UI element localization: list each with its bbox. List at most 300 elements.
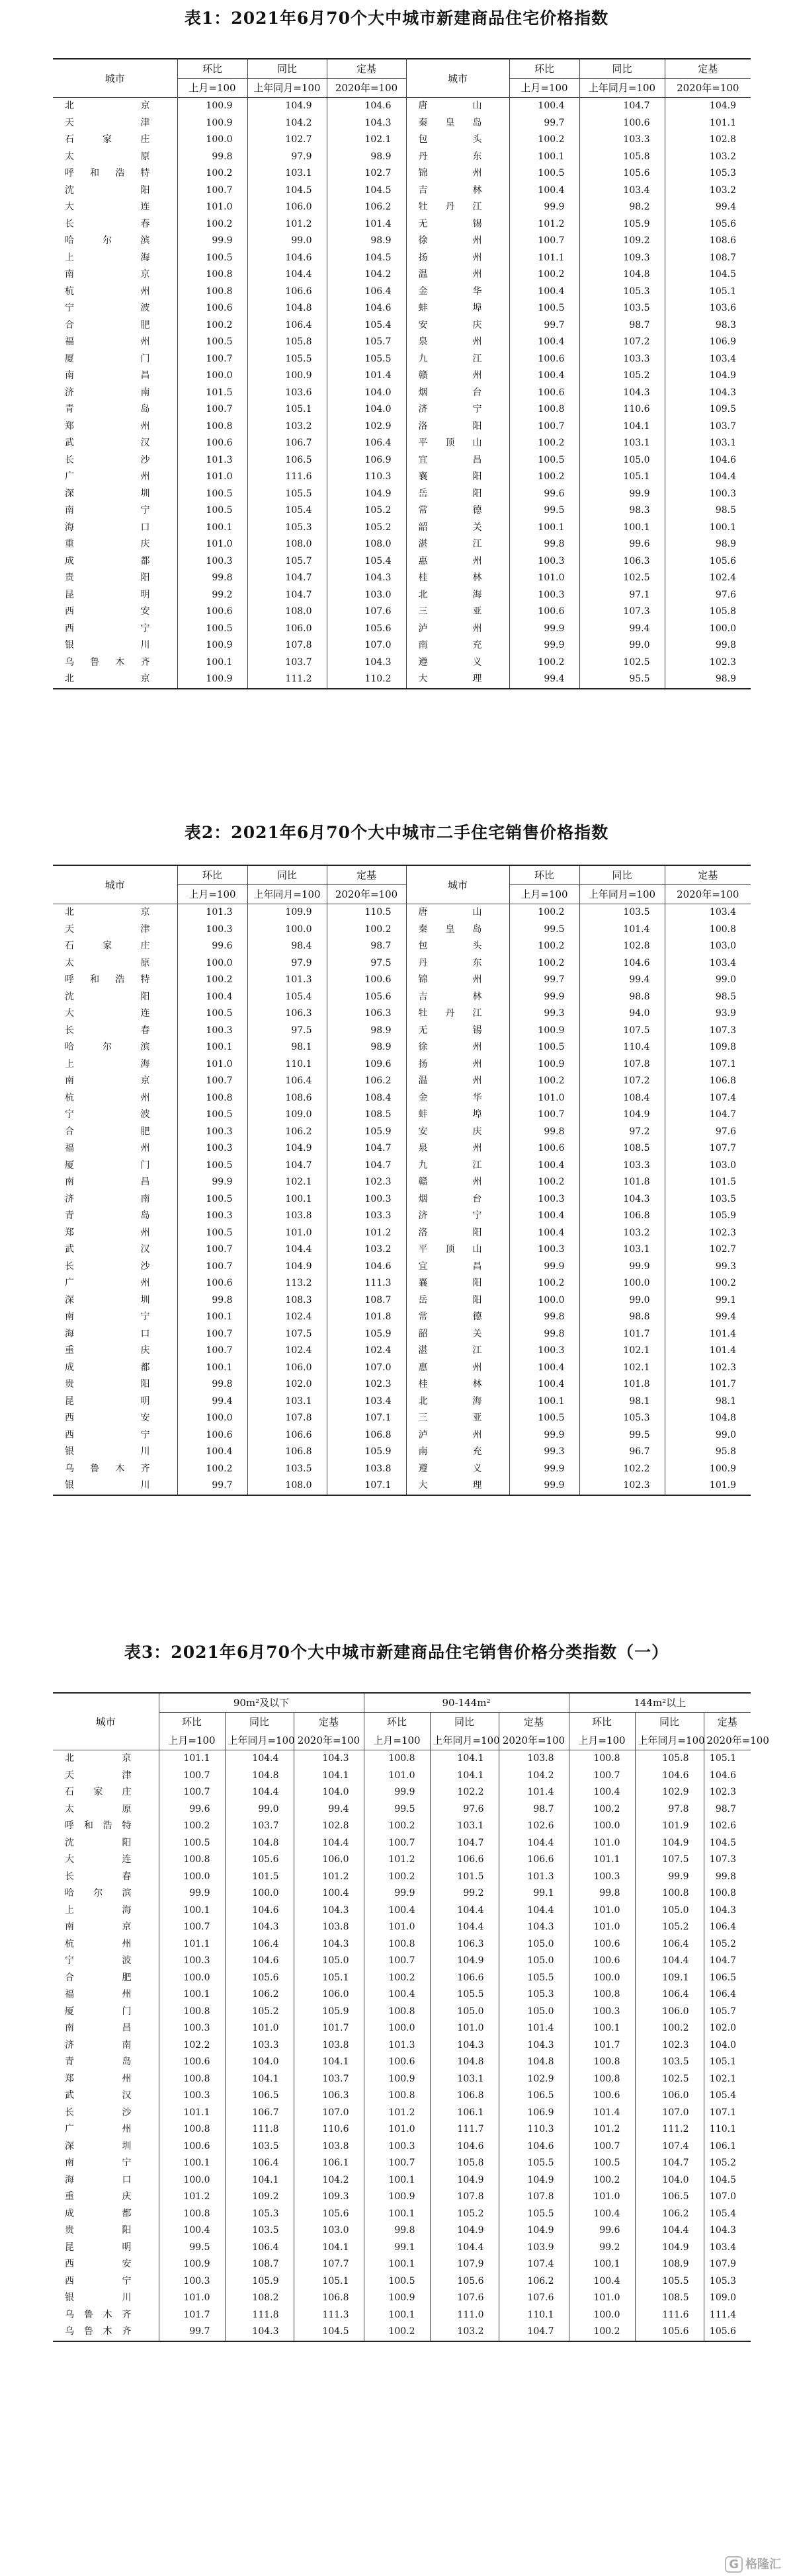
index-value-cell: 104.8 bbox=[499, 2054, 569, 2071]
index-value-cell: 106.4 bbox=[635, 1936, 704, 1953]
city-name-cell: 泉州 bbox=[406, 334, 509, 351]
index-value-cell: 98.9 bbox=[665, 536, 751, 553]
index-value-cell: 100.3 bbox=[177, 1124, 247, 1141]
index-value-cell: 100.6 bbox=[509, 385, 579, 402]
index-value-cell: 100.8 bbox=[159, 2206, 225, 2223]
city-name-cell: 包头 bbox=[406, 132, 509, 149]
index-value-cell: 102.3 bbox=[665, 1360, 751, 1377]
index-value-cell: 109.0 bbox=[247, 1107, 327, 1124]
index-value-cell: 104.6 bbox=[579, 955, 665, 972]
base-header: 定基 bbox=[499, 1713, 569, 1732]
index-value-cell: 103.1 bbox=[579, 435, 665, 452]
city-name-cell: 秦皇岛 bbox=[406, 115, 509, 132]
index-value-cell: 100.3 bbox=[159, 2088, 225, 2105]
index-value-cell: 100.0 bbox=[159, 1970, 225, 1987]
index-value-cell: 103.7 bbox=[665, 418, 751, 436]
index-value-cell: 106.8 bbox=[294, 2290, 364, 2307]
band-mid-header: 90-144m² bbox=[364, 1693, 569, 1713]
mom-basis: 上月=100 bbox=[509, 79, 579, 98]
city-header: 城市 bbox=[406, 865, 509, 904]
index-value-cell: 104.3 bbox=[579, 1191, 665, 1208]
index-value-cell: 105.2 bbox=[579, 368, 665, 385]
index-value-cell: 100.1 bbox=[364, 2206, 430, 2223]
index-value-cell: 105.6 bbox=[635, 2323, 704, 2341]
index-value-cell: 104.9 bbox=[665, 98, 751, 115]
index-value-cell: 107.1 bbox=[665, 1056, 751, 1073]
index-value-cell: 99.2 bbox=[569, 2240, 635, 2257]
index-value-cell: 103.6 bbox=[247, 385, 327, 402]
city-name-cell: 沈阳 bbox=[65, 184, 151, 196]
index-value-cell: 101.7 bbox=[569, 2037, 635, 2054]
index-value-cell: 106.3 bbox=[327, 1005, 406, 1023]
index-value-cell: 100.9 bbox=[177, 671, 247, 689]
index-value-cell: 99.9 bbox=[509, 1427, 579, 1444]
index-value-cell: 99.0 bbox=[665, 972, 751, 989]
index-value-cell: 100.6 bbox=[177, 1275, 247, 1292]
city-name-cell: 济南 bbox=[65, 2039, 132, 2050]
index-value-cell: 104.4 bbox=[499, 1902, 569, 1920]
index-value-cell: 111.6 bbox=[635, 2307, 704, 2324]
index-value-cell: 106.7 bbox=[247, 435, 327, 452]
index-value-cell: 103.0 bbox=[294, 2222, 364, 2240]
index-value-cell: 105.1 bbox=[294, 1970, 364, 1987]
city-name-cell: 贵阳 bbox=[65, 2225, 132, 2236]
index-value-cell: 100.0 bbox=[159, 2172, 225, 2189]
index-value-cell: 102.1 bbox=[704, 2071, 751, 2088]
index-value-cell: 104.9 bbox=[247, 1140, 327, 1157]
city-name-cell: 福州 bbox=[65, 1143, 151, 1153]
index-value-cell: 104.1 bbox=[294, 2054, 364, 2071]
index-value-cell: 100.5 bbox=[177, 1005, 247, 1023]
index-value-cell: 97.8 bbox=[635, 1801, 704, 1818]
table-row bbox=[53, 1023, 751, 1040]
city-name-cell: 无锡 bbox=[406, 216, 509, 233]
index-value-cell: 108.7 bbox=[665, 250, 751, 267]
index-value-cell: 99.1 bbox=[364, 2240, 430, 2257]
city-name-cell: 厦门 bbox=[65, 353, 151, 364]
index-value-cell: 102.4 bbox=[247, 1343, 327, 1360]
city-name-cell: 烟台 bbox=[406, 385, 509, 402]
index-value-cell: 104.0 bbox=[327, 385, 406, 402]
city-name-cell: 洛阳 bbox=[406, 418, 509, 436]
index-value-cell: 100.8 bbox=[364, 1750, 430, 1768]
index-value-cell: 111.8 bbox=[225, 2121, 294, 2138]
index-value-cell: 99.9 bbox=[509, 1461, 579, 1478]
table-row bbox=[53, 1326, 751, 1343]
index-value-cell: 105.7 bbox=[327, 334, 406, 351]
table-row bbox=[53, 1056, 751, 1073]
index-value-cell: 100.6 bbox=[579, 115, 665, 132]
city-name-cell: 哈尔滨 bbox=[65, 1888, 132, 1898]
index-value-cell: 99.9 bbox=[159, 1885, 225, 1902]
city-name-cell: 武汉 bbox=[65, 1244, 151, 1255]
table-row bbox=[53, 1208, 751, 1225]
index-value-cell: 98.9 bbox=[327, 1023, 406, 1040]
city-name-cell: 上海 bbox=[65, 1058, 151, 1070]
index-value-cell: 105.6 bbox=[225, 1970, 294, 1987]
index-value-cell: 104.8 bbox=[225, 1768, 294, 1785]
index-value-cell: 100.5 bbox=[509, 1410, 579, 1427]
index-value-cell: 103.4 bbox=[579, 182, 665, 200]
table-2 bbox=[53, 865, 751, 1496]
index-value-cell: 108.0 bbox=[247, 604, 327, 621]
index-value-cell: 100.9 bbox=[364, 2189, 430, 2206]
index-value-cell: 105.6 bbox=[294, 2206, 364, 2223]
index-value-cell: 103.7 bbox=[225, 1818, 294, 1835]
base-basis: 2020年=100 bbox=[665, 79, 751, 98]
index-value-cell: 107.3 bbox=[579, 604, 665, 621]
index-value-cell: 105.8 bbox=[665, 604, 751, 621]
index-value-cell: 104.9 bbox=[499, 2222, 569, 2240]
index-value-cell: 102.5 bbox=[579, 654, 665, 672]
table-row bbox=[53, 98, 751, 115]
city-name-cell: 扬州 bbox=[406, 1056, 509, 1073]
city-name-cell: 上海 bbox=[65, 1904, 132, 1916]
index-value-cell: 106.6 bbox=[499, 1852, 569, 1869]
index-value-cell: 100.2 bbox=[364, 1970, 430, 1987]
index-value-cell: 102.1 bbox=[579, 1343, 665, 1360]
city-name-cell: 北海 bbox=[406, 587, 509, 604]
mom-basis: 上月=100 bbox=[177, 885, 247, 904]
index-value-cell: 100.0 bbox=[579, 1275, 665, 1292]
index-value-cell: 99.0 bbox=[579, 1292, 665, 1309]
city-name-cell: 西宁 bbox=[65, 623, 151, 634]
table-3-title: 表3：2021年6月70个大中城市新建商品住宅销售价格分类指数（一） bbox=[124, 1643, 669, 1662]
index-value-cell: 105.3 bbox=[665, 165, 751, 182]
index-value-cell: 105.5 bbox=[327, 351, 406, 368]
index-value-cell: 104.5 bbox=[327, 182, 406, 200]
city-name-cell: 贵阳 bbox=[65, 1379, 151, 1389]
index-value-cell: 104.3 bbox=[294, 1936, 364, 1953]
index-value-cell: 104.4 bbox=[247, 1241, 327, 1259]
index-value-cell: 100.4 bbox=[509, 368, 579, 385]
city-name-cell: 金华 bbox=[406, 1090, 509, 1107]
index-value-cell: 110.5 bbox=[327, 904, 406, 921]
index-value-cell: 99.3 bbox=[509, 1444, 579, 1461]
mom-basis: 上月=100 bbox=[569, 1731, 635, 1750]
index-value-cell: 101.1 bbox=[665, 115, 751, 132]
table-row bbox=[53, 452, 751, 469]
city-name-cell: 安庆 bbox=[406, 1124, 509, 1141]
mom-header: 环比 bbox=[509, 865, 579, 885]
index-value-cell: 106.1 bbox=[294, 2155, 364, 2172]
index-value-cell: 99.6 bbox=[159, 1801, 225, 1818]
index-value-cell: 102.7 bbox=[665, 1241, 751, 1259]
city-name-cell: 哈尔滨 bbox=[65, 1042, 151, 1052]
mom-header: 环比 bbox=[177, 865, 247, 885]
index-value-cell: 101.2 bbox=[364, 1852, 430, 1869]
index-value-cell: 97.5 bbox=[327, 955, 406, 972]
index-value-cell: 98.7 bbox=[704, 1801, 751, 1818]
index-value-cell: 102.1 bbox=[247, 1174, 327, 1191]
index-value-cell: 110.6 bbox=[294, 2121, 364, 2138]
table-row bbox=[53, 1360, 751, 1377]
index-value-cell: 104.7 bbox=[327, 1140, 406, 1157]
index-value-cell: 106.8 bbox=[430, 2088, 499, 2105]
city-name-cell: 济南 bbox=[65, 387, 151, 398]
table-row bbox=[53, 1801, 751, 1818]
index-value-cell: 100.2 bbox=[509, 904, 579, 921]
index-value-cell: 104.1 bbox=[225, 2071, 294, 2088]
city-name-cell: 宁波 bbox=[65, 1955, 132, 1966]
index-value-cell: 99.7 bbox=[159, 2323, 225, 2341]
index-value-cell: 100.3 bbox=[364, 2138, 430, 2156]
index-value-cell: 99.4 bbox=[579, 621, 665, 638]
table-row bbox=[53, 637, 751, 654]
index-value-cell: 100.7 bbox=[364, 1835, 430, 1852]
table-row bbox=[53, 182, 751, 200]
index-value-cell: 104.7 bbox=[327, 1157, 406, 1175]
index-value-cell: 104.9 bbox=[247, 98, 327, 115]
index-value-cell: 104.3 bbox=[499, 2037, 569, 2054]
city-name-cell: 济宁 bbox=[406, 1208, 509, 1225]
index-value-cell: 101.5 bbox=[225, 1869, 294, 1886]
index-value-cell: 110.1 bbox=[704, 2121, 751, 2138]
index-value-cell: 105.7 bbox=[704, 2004, 751, 2021]
index-value-cell: 101.0 bbox=[509, 1090, 579, 1107]
city-name-cell: 蚌埠 bbox=[406, 300, 509, 317]
index-value-cell: 99.8 bbox=[509, 1124, 579, 1141]
city-name-cell: 襄阳 bbox=[406, 1275, 509, 1292]
index-value-cell: 105.4 bbox=[704, 2088, 751, 2105]
index-value-cell: 103.5 bbox=[665, 1191, 751, 1208]
index-value-cell: 100.2 bbox=[364, 1818, 430, 1835]
index-value-cell: 107.8 bbox=[247, 1410, 327, 1427]
city-name-cell: 泉州 bbox=[406, 1140, 509, 1157]
index-value-cell: 106.1 bbox=[430, 2105, 499, 2122]
index-value-cell: 99.4 bbox=[509, 671, 579, 689]
table-row bbox=[53, 1259, 751, 1276]
city-name-cell: 洛阳 bbox=[406, 1225, 509, 1242]
index-value-cell: 104.6 bbox=[704, 1768, 751, 1785]
index-value-cell: 100.7 bbox=[177, 1073, 247, 1090]
index-value-cell: 100.3 bbox=[177, 1208, 247, 1225]
table-row bbox=[53, 2037, 751, 2054]
index-value-cell: 106.4 bbox=[635, 1986, 704, 2004]
index-value-cell: 100.2 bbox=[509, 1275, 579, 1292]
city-name-cell: 南充 bbox=[406, 1444, 509, 1461]
index-value-cell: 101.0 bbox=[569, 1835, 635, 1852]
yoy-basis: 上年同月=100 bbox=[579, 79, 665, 98]
city-name-cell: 银川 bbox=[65, 2292, 132, 2303]
city-name-cell: 唐山 bbox=[406, 98, 509, 115]
table-1 bbox=[53, 58, 751, 689]
city-name-cell: 银川 bbox=[53, 1477, 177, 1495]
index-value-cell: 100.5 bbox=[177, 486, 247, 503]
base-header: 定基 bbox=[665, 59, 751, 79]
index-value-cell: 100.4 bbox=[509, 284, 579, 301]
index-value-cell: 104.3 bbox=[327, 115, 406, 132]
city-name-cell: 银川 bbox=[65, 1446, 151, 1457]
city-name-cell: 丹东 bbox=[406, 149, 509, 166]
index-value-cell: 100.3 bbox=[327, 1191, 406, 1208]
index-value-cell: 97.9 bbox=[247, 955, 327, 972]
index-value-cell: 104.3 bbox=[499, 1919, 569, 1936]
index-value-cell: 104.0 bbox=[225, 2054, 294, 2071]
index-value-cell: 100.3 bbox=[509, 1241, 579, 1259]
index-value-cell: 105.2 bbox=[327, 502, 406, 520]
index-value-cell: 104.9 bbox=[430, 1953, 499, 1970]
index-value-cell: 106.4 bbox=[327, 284, 406, 301]
index-value-cell: 105.6 bbox=[665, 553, 751, 570]
table-row bbox=[53, 1818, 751, 1835]
index-value-cell: 100.2 bbox=[509, 132, 579, 149]
index-value-cell: 100.1 bbox=[509, 520, 579, 537]
index-value-cell: 99.4 bbox=[177, 1393, 247, 1411]
index-value-cell: 106.6 bbox=[430, 1970, 499, 1987]
index-value-cell: 101.4 bbox=[499, 1784, 569, 1801]
index-value-cell: 100.2 bbox=[327, 921, 406, 939]
index-value-cell: 101.7 bbox=[159, 2307, 225, 2324]
index-value-cell: 100.4 bbox=[509, 1208, 579, 1225]
index-value-cell: 104.0 bbox=[635, 2172, 704, 2189]
index-value-cell: 106.5 bbox=[635, 2189, 704, 2206]
index-value-cell: 99.2 bbox=[430, 1885, 499, 1902]
band-small-header: 90m²及以下 bbox=[159, 1693, 364, 1713]
index-value-cell: 107.0 bbox=[327, 637, 406, 654]
index-value-cell: 100.6 bbox=[569, 1953, 635, 1970]
index-value-cell: 104.7 bbox=[579, 98, 665, 115]
index-value-cell: 100.3 bbox=[569, 1869, 635, 1886]
index-value-cell: 100.2 bbox=[159, 1818, 225, 1835]
city-name-cell: 湛江 bbox=[406, 1343, 509, 1360]
city-name-cell: 烟台 bbox=[406, 1191, 509, 1208]
index-value-cell: 103.1 bbox=[430, 1818, 499, 1835]
city-name-cell: 北京 bbox=[65, 100, 151, 111]
city-name-cell: 南京 bbox=[65, 1922, 132, 1932]
base-basis: 2020年=100 bbox=[499, 1731, 569, 1750]
index-value-cell: 101.0 bbox=[569, 1902, 635, 1920]
index-value-cell: 100.5 bbox=[177, 621, 247, 638]
index-value-cell: 99.8 bbox=[509, 536, 579, 553]
index-value-cell: 108.0 bbox=[247, 1477, 327, 1495]
index-value-cell: 103.8 bbox=[294, 2138, 364, 2156]
index-value-cell: 106.0 bbox=[635, 2004, 704, 2021]
index-value-cell: 101.4 bbox=[579, 921, 665, 939]
city-name-cell: 广州 bbox=[65, 2124, 132, 2134]
city-name-cell: 重庆 bbox=[65, 1345, 151, 1356]
index-value-cell: 100.6 bbox=[569, 2088, 635, 2105]
index-value-cell: 101.0 bbox=[430, 2020, 499, 2037]
index-value-cell: 100.6 bbox=[509, 351, 579, 368]
index-value-cell: 107.7 bbox=[294, 2256, 364, 2273]
index-value-cell: 100.5 bbox=[177, 250, 247, 267]
index-value-cell: 109.2 bbox=[579, 233, 665, 250]
index-value-cell: 100.3 bbox=[177, 1140, 247, 1157]
index-value-cell: 102.0 bbox=[704, 2020, 751, 2037]
index-value-cell: 103.5 bbox=[579, 904, 665, 921]
city-name-cell: 青岛 bbox=[65, 2056, 132, 2067]
index-value-cell: 99.1 bbox=[499, 1885, 569, 1902]
table-row bbox=[53, 553, 751, 570]
index-value-cell: 105.1 bbox=[579, 469, 665, 486]
city-name-cell: 深圳 bbox=[65, 2140, 132, 2152]
index-value-cell: 102.8 bbox=[665, 132, 751, 149]
yoy-basis: 上年同月=100 bbox=[247, 79, 327, 98]
index-value-cell: 98.9 bbox=[327, 233, 406, 250]
index-value-cell: 105.3 bbox=[499, 1986, 569, 2004]
mom-basis: 上月=100 bbox=[159, 1731, 225, 1750]
index-value-cell: 104.8 bbox=[247, 300, 327, 317]
index-value-cell: 105.2 bbox=[704, 1936, 751, 1953]
index-value-cell: 100.4 bbox=[509, 334, 579, 351]
index-value-cell: 109.8 bbox=[665, 1039, 751, 1056]
index-value-cell: 100.4 bbox=[364, 1986, 430, 2004]
index-value-cell: 105.8 bbox=[635, 1750, 704, 1768]
city-name-cell: 天津 bbox=[65, 1770, 132, 1781]
index-value-cell: 100.7 bbox=[177, 401, 247, 418]
city-name-cell: 南昌 bbox=[65, 2023, 132, 2033]
city-name-cell: 西宁 bbox=[65, 1429, 151, 1440]
index-value-cell: 99.0 bbox=[579, 637, 665, 654]
table-band-row bbox=[53, 1693, 751, 1713]
index-value-cell: 105.0 bbox=[430, 2004, 499, 2021]
index-value-cell: 100.1 bbox=[364, 2172, 430, 2189]
index-value-cell: 106.0 bbox=[247, 621, 327, 638]
index-value-cell: 99.9 bbox=[579, 486, 665, 503]
table-row bbox=[53, 2206, 751, 2223]
index-value-cell: 105.6 bbox=[430, 2273, 499, 2290]
index-value-cell: 109.1 bbox=[635, 1970, 704, 1987]
city-header: 城市 bbox=[406, 59, 509, 98]
table-2-title: 表2：2021年6月70个大中城市二手住宅销售价格指数 bbox=[184, 823, 609, 842]
table-row bbox=[53, 1869, 751, 1886]
city-name-cell: 青岛 bbox=[65, 404, 151, 414]
city-name-cell: 乌鲁木齐 bbox=[65, 656, 151, 668]
index-value-cell: 100.6 bbox=[177, 300, 247, 317]
index-value-cell: 111.0 bbox=[430, 2307, 499, 2324]
city-name-cell: 丹东 bbox=[406, 955, 509, 972]
index-value-cell: 101.3 bbox=[177, 452, 247, 469]
index-value-cell: 100.0 bbox=[177, 955, 247, 972]
index-value-cell: 105.1 bbox=[247, 401, 327, 418]
index-value-cell: 107.4 bbox=[635, 2138, 704, 2156]
index-value-cell: 104.3 bbox=[704, 2222, 751, 2240]
index-value-cell: 99.9 bbox=[509, 637, 579, 654]
index-value-cell: 105.0 bbox=[499, 1953, 569, 1970]
index-value-cell: 105.9 bbox=[327, 1326, 406, 1343]
index-value-cell: 103.8 bbox=[499, 1750, 569, 1768]
city-name-cell: 海口 bbox=[65, 1328, 151, 1339]
city-name-cell: 南宁 bbox=[65, 2158, 132, 2168]
index-value-cell: 102.4 bbox=[665, 570, 751, 587]
index-value-cell: 100.5 bbox=[509, 300, 579, 317]
index-value-cell: 103.5 bbox=[579, 300, 665, 317]
index-value-cell: 100.7 bbox=[509, 418, 579, 436]
index-value-cell: 106.9 bbox=[327, 452, 406, 469]
index-value-cell: 104.3 bbox=[704, 1902, 751, 1920]
index-value-cell: 103.5 bbox=[247, 1461, 327, 1478]
table-row bbox=[53, 486, 751, 503]
index-value-cell: 106.8 bbox=[579, 1208, 665, 1225]
index-value-cell: 100.1 bbox=[177, 1039, 247, 1056]
index-value-cell: 111.6 bbox=[247, 469, 327, 486]
index-value-cell: 101.8 bbox=[579, 1174, 665, 1191]
index-value-cell: 104.3 bbox=[327, 570, 406, 587]
table-row bbox=[53, 1107, 751, 1124]
index-value-cell: 104.6 bbox=[665, 452, 751, 469]
index-value-cell: 100.0 bbox=[177, 368, 247, 385]
index-value-cell: 99.7 bbox=[177, 1477, 247, 1495]
index-value-cell: 104.4 bbox=[430, 1902, 499, 1920]
city-name-cell: 郑州 bbox=[65, 420, 151, 432]
index-value-cell: 106.2 bbox=[499, 2273, 569, 2290]
city-name-cell: 泸州 bbox=[406, 1427, 509, 1444]
table-row bbox=[53, 1953, 751, 1970]
index-value-cell: 105.9 bbox=[327, 1444, 406, 1461]
index-value-cell: 100.3 bbox=[569, 2004, 635, 2021]
index-value-cell: 103.6 bbox=[665, 300, 751, 317]
